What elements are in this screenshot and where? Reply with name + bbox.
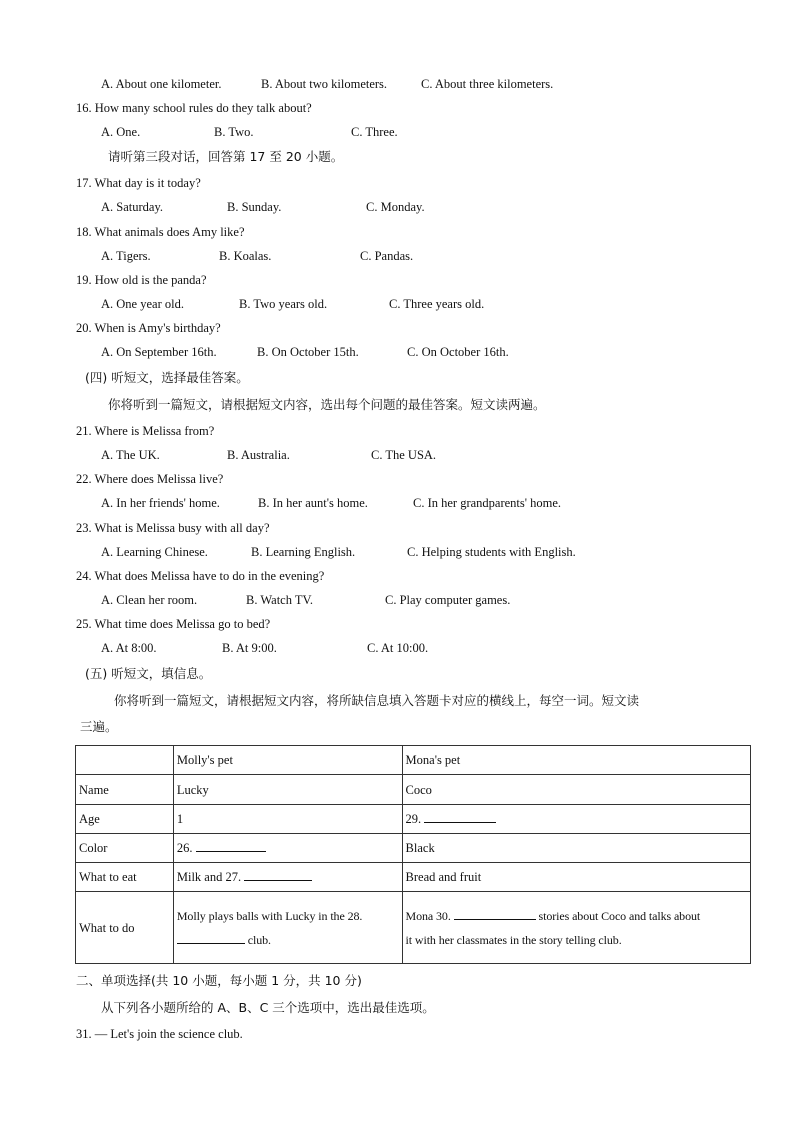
q18-question: 18. What animals does Amy like? bbox=[76, 225, 245, 239]
molly-do-club: club. bbox=[247, 932, 271, 947]
q22-option-b: B. In her aunt's home. bbox=[258, 496, 368, 510]
q20-option-a: A. On September 16th. bbox=[101, 345, 217, 359]
cell-molly-name: Lucky bbox=[173, 775, 402, 805]
cell-mona-age bbox=[402, 805, 750, 834]
section3-instruction: 请听第三段对话，回答第 17 至 20 小题。 bbox=[108, 149, 344, 164]
blank-27-line[interactable] bbox=[244, 868, 312, 881]
q21-option-b: B. Australia. bbox=[227, 448, 290, 462]
table-row-name bbox=[76, 775, 751, 805]
q20-option-b: B. On October 15th. bbox=[257, 345, 359, 359]
table-header-molly: Molly's pet bbox=[173, 746, 402, 775]
q16-option-b: B. Two. bbox=[214, 125, 254, 139]
q25-option-b: B. At 9:00. bbox=[222, 641, 277, 655]
q17-option-a: A. Saturday. bbox=[101, 200, 164, 214]
table-row-color bbox=[76, 834, 751, 863]
q21-option-c: C. The USA. bbox=[371, 448, 437, 462]
table-row-do bbox=[76, 892, 751, 964]
section2-title: 二、单项选择(共 10 小题，每小题 1 分，共 10 分) bbox=[76, 973, 362, 988]
molly-do-text: Molly plays balls with Lucky in the 28. bbox=[176, 908, 363, 923]
q24-option-b: B. Watch TV. bbox=[246, 593, 314, 607]
part5-title: (五) 听短文，填信息。 bbox=[85, 666, 212, 681]
q19-question: 19. How old is the panda? bbox=[76, 273, 207, 287]
q31-question: 31. — Let's join the science club. bbox=[76, 1027, 243, 1041]
blank-29-label: 29. bbox=[405, 812, 422, 826]
cell-molly-do bbox=[173, 892, 402, 964]
table-row-eat bbox=[76, 863, 751, 892]
q24-option-c: C. Play computer games. bbox=[385, 593, 511, 607]
q16-option-a: A. One. bbox=[101, 125, 141, 139]
q23-option-c: C. Helping students with English. bbox=[407, 545, 576, 559]
q17-option-b: B. Sunday. bbox=[227, 200, 282, 214]
cell-mona-color: Black bbox=[402, 834, 750, 863]
q16-option-c: C. Three. bbox=[351, 125, 398, 139]
row-label-age: Age bbox=[76, 805, 174, 834]
cell-mona-do bbox=[402, 892, 750, 964]
q21-option-a: A. The UK. bbox=[101, 448, 160, 462]
q23-question: 23. What is Melissa busy with all day? bbox=[76, 521, 270, 535]
q20-question: 20. When is Amy's birthday? bbox=[76, 321, 221, 335]
cell-molly-color bbox=[173, 834, 402, 863]
mona-do-text-2: it with her classmates in the story telling club. bbox=[405, 932, 622, 947]
blank-30-line[interactable] bbox=[454, 907, 536, 920]
blank-26-line[interactable] bbox=[196, 839, 266, 852]
row-label-do: What to do bbox=[76, 892, 174, 964]
row-label-eat: What to eat bbox=[76, 863, 174, 892]
q18-option-c: C. Pandas. bbox=[360, 249, 414, 263]
row-label-name: Name bbox=[76, 775, 174, 805]
q22-option-c: C. In her grandparents' home. bbox=[413, 496, 562, 510]
q23-option-a: A. Learning Chinese. bbox=[101, 545, 208, 559]
q21-question: 21. Where is Melissa from? bbox=[76, 424, 215, 438]
q25-option-c: C. At 10:00. bbox=[367, 641, 429, 655]
cell-molly-age: 1 bbox=[173, 805, 402, 834]
q20-option-c: C. On October 16th. bbox=[407, 345, 509, 359]
table-header-mona: Mona's pet bbox=[402, 746, 750, 775]
blank-27-label: Milk and 27. bbox=[176, 870, 242, 884]
q18-option-b: B. Koalas. bbox=[219, 249, 272, 263]
q19-option-c: C. Three years old. bbox=[389, 297, 485, 311]
mona-do-text: stories about Coco and talks about bbox=[538, 908, 701, 923]
cell-mona-name: Coco bbox=[402, 775, 750, 805]
q16-question: 16. How many school rules do they talk about? bbox=[76, 101, 312, 115]
q22-option-a: A. In her friends' home. bbox=[101, 496, 220, 510]
cell-molly-eat bbox=[173, 863, 402, 892]
pet-info-table bbox=[75, 745, 751, 964]
table-row-age bbox=[76, 805, 751, 834]
q24-question: 24. What does Melissa have to do in the evening? bbox=[76, 569, 325, 583]
q17-option-c: C. Monday. bbox=[366, 200, 425, 214]
q15-option-a: A. About one kilometer. bbox=[101, 77, 222, 91]
q22-question: 22. Where does Melissa live? bbox=[76, 472, 224, 486]
q25-option-a: A. At 8:00. bbox=[101, 641, 157, 655]
blank-26-label: 26. bbox=[176, 841, 193, 855]
q15-option-b: B. About two kilometers. bbox=[261, 77, 388, 91]
q24-option-a: A. Clean her room. bbox=[101, 593, 198, 607]
table-corner-cell bbox=[76, 746, 174, 775]
q15-option-c: C. About three kilometers. bbox=[421, 77, 554, 91]
part5-instruction-line2: 三遍。 bbox=[80, 719, 118, 734]
q17-question: 17. What day is it today? bbox=[76, 176, 201, 190]
q18-option-a: A. Tigers. bbox=[101, 249, 151, 263]
section2-instruction: 从下列各小题所给的 A、B、C 三个选项中，选出最佳选项。 bbox=[101, 1000, 435, 1015]
q25-question: 25. What time does Melissa go to bed? bbox=[76, 617, 271, 631]
q19-option-a: A. One year old. bbox=[101, 297, 184, 311]
blank-29-line[interactable] bbox=[424, 810, 496, 823]
q23-option-b: B. Learning English. bbox=[251, 545, 356, 559]
blank-30-label: Mona 30. bbox=[405, 908, 451, 923]
cell-mona-eat: Bread and fruit bbox=[402, 863, 750, 892]
part4-instruction: 你将听到一篇短文，请根据短文内容，选出每个问题的最佳答案。短文读两遍。 bbox=[108, 397, 546, 412]
blank-28-line[interactable] bbox=[177, 931, 245, 944]
q19-option-b: B. Two years old. bbox=[239, 297, 328, 311]
row-label-color: Color bbox=[76, 834, 174, 863]
table-header-row bbox=[76, 746, 751, 775]
part5-instruction-line1: 你将听到一篇短文，请根据短文内容，将所缺信息填入答题卡对应的横线上，每空一词。短文读 bbox=[114, 693, 640, 708]
part4-title: (四) 听短文，选择最佳答案。 bbox=[85, 370, 249, 385]
